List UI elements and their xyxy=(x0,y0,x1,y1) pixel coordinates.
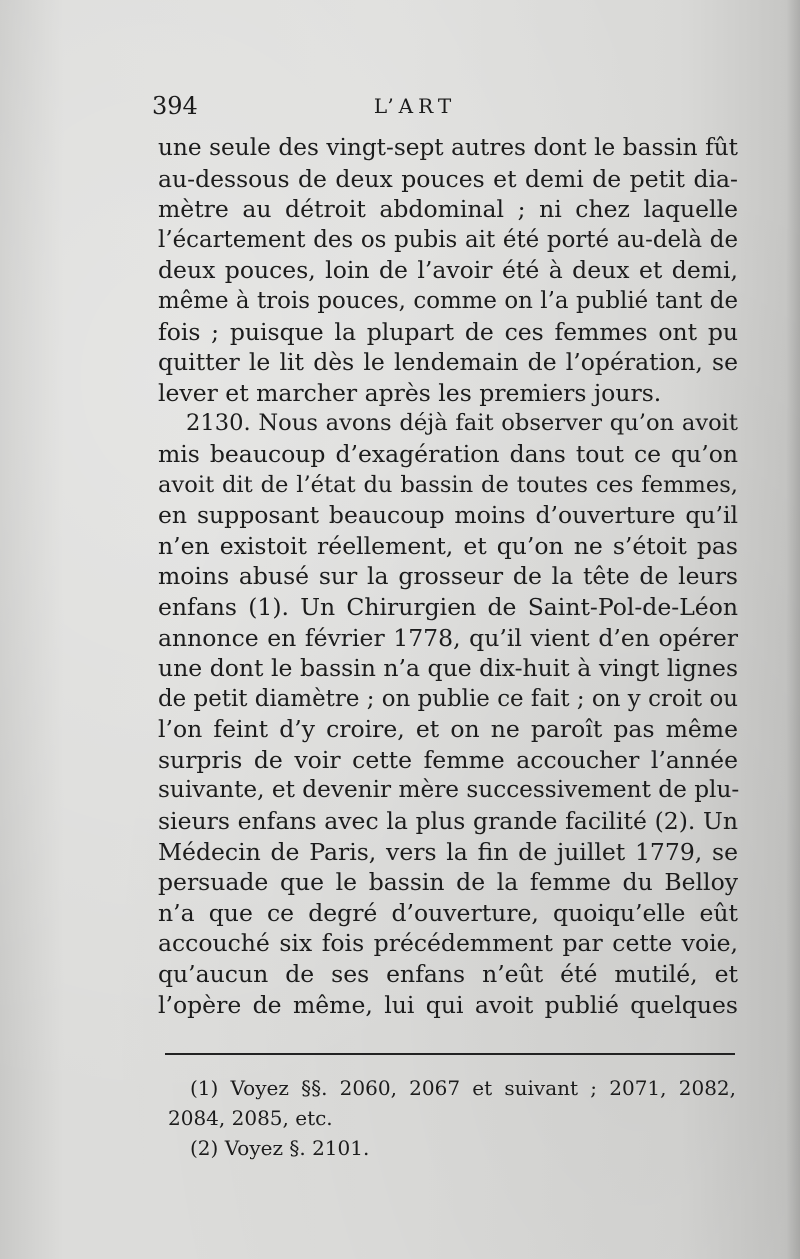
body-line: n’a que ce degré d’ouverture, quoiqu’elle eût xyxy=(158,898,738,927)
body-line: suivante, et devenir mère successivement de plu- xyxy=(158,776,740,804)
body-line: sieurs enfans avec la plus grande facilité (2). Un xyxy=(158,807,738,836)
body-line: deux pouces, loin de l’avoir été à deux et demi, xyxy=(158,256,738,285)
footnote-line: (2) Voyez §. 2101. xyxy=(190,1136,370,1160)
body-line: enfans (1). Un Chirurgien de Saint-Pol-de-Léon xyxy=(158,592,738,621)
body-line: accouché six fois précédemment par cette voie, xyxy=(158,929,738,958)
footnote-line: (1) Voyez §§. 2060, 2067 et suivant ; 2071, 2082, xyxy=(190,1076,736,1100)
footnotes xyxy=(168,1073,736,1163)
body-line: l’écartement des os pubis ait été porté au-delà de xyxy=(158,226,738,253)
body-line: mètre au détroit abdominal ; ni chez laquelle xyxy=(158,195,738,224)
body-line: de petit diamètre ; on publie ce fait ; on y croit ou xyxy=(158,685,738,712)
body-line: l’opère de même, lui qui avoit publié quelques xyxy=(158,990,738,1019)
body-line: persuade que le bassin de la femme du Belloy xyxy=(158,868,738,897)
body-line: mis beaucoup d’exagération dans tout ce qu’on xyxy=(158,439,738,468)
body-line: lever et marcher après les premiers jours. xyxy=(158,378,662,407)
body-line: en supposant beaucoup moins d’ouverture qu’il xyxy=(158,501,738,530)
body-line: avoit dit de l’état du bassin de toutes ces femmes, xyxy=(158,471,738,498)
page-edge-shadow xyxy=(786,0,800,1259)
paragraph-start-line: 2130. Nous avons déjà fait observer qu’on avoit xyxy=(186,410,738,437)
page-number: 394 xyxy=(152,92,198,120)
body-line: n’en existoit réellement, et qu’on ne s’étoit pas xyxy=(158,531,738,560)
body-line: surpris de voir cette femme accoucher l’année xyxy=(158,745,738,774)
body-line: l’on feint d’y croire, et on ne paroît pas même xyxy=(158,715,738,744)
footnote-rule xyxy=(165,1053,735,1055)
running-title: L’ART xyxy=(373,94,457,118)
page-header xyxy=(152,92,738,132)
body-line: au-dessous de deux pouces et demi de petit dia- xyxy=(158,164,738,193)
body-line: quitter le lit dès le lendemain de l’opération, se xyxy=(158,348,738,377)
body-line: une seule des vingt-sept autres dont le bassin fût xyxy=(158,134,738,161)
body-line: fois ; puisque la plupart de ces femmes ont pu xyxy=(158,317,738,346)
body-line: même à trois pouces, comme on l’a publié tant de xyxy=(158,287,738,314)
body-line: annonce en février 1778, qu’il vient d’en opérer xyxy=(158,623,738,652)
body-line: une dont le bassin n’a que dix-huit à vingt lignes xyxy=(158,654,738,683)
body-line: moins abusé sur la grosseur de la tête de leurs xyxy=(158,562,738,591)
body-line: qu’aucun de ses enfans n’eût été mutilé, et xyxy=(158,960,738,989)
body-line: Médecin de Paris, vers la fin de juillet 1779, se xyxy=(158,837,738,866)
footnote-line: 2084, 2085, etc. xyxy=(168,1106,333,1130)
body-text xyxy=(158,133,738,1020)
